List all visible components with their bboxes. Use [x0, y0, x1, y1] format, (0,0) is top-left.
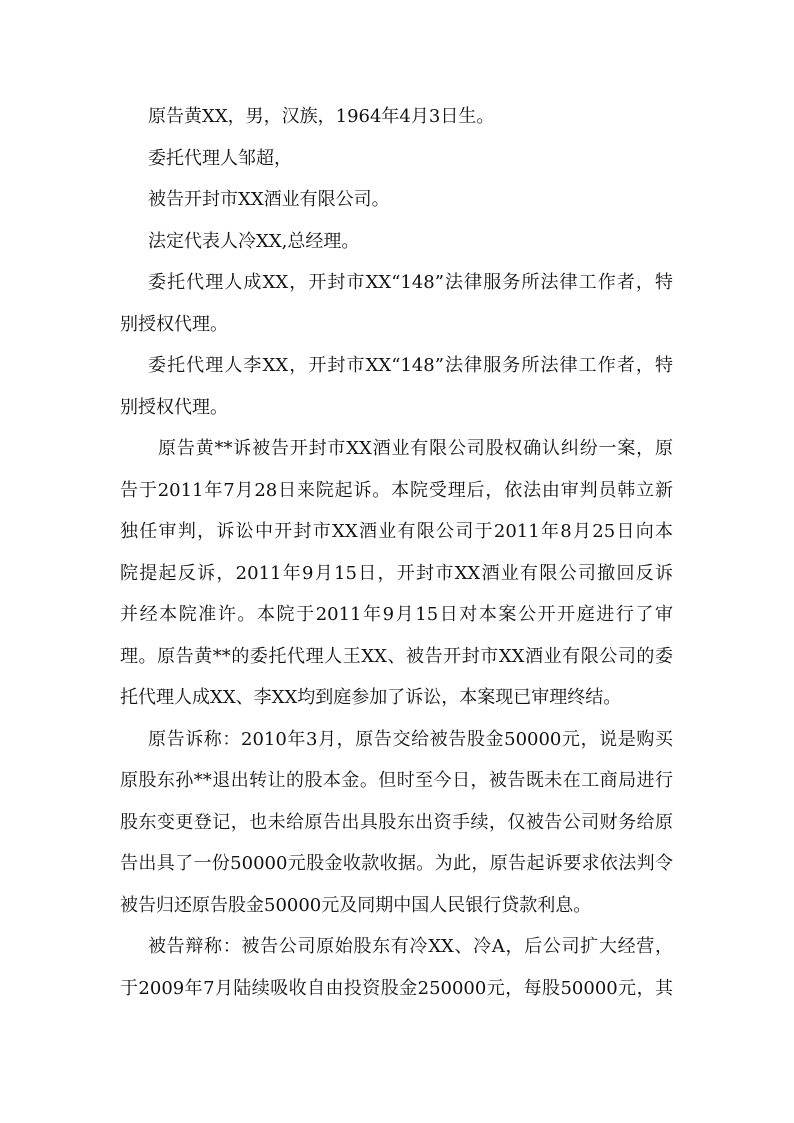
paragraph-7-line: 独任审判，诉讼中开封市XX酒业有限公司于2011年8月25日向本 — [120, 521, 673, 542]
paragraph-8-line: 被告归还原告股金50000元及同期中国人民银行贷款利息。 — [120, 894, 592, 916]
paragraph-7-line: 理。原告黄**的委托代理人王XX、被告开封市XX酒业有限公司的委 — [120, 645, 673, 667]
paragraph-7-line: 告于2011年7月28日来院起诉。本院受理后，依法由审判员韩立新 — [120, 479, 673, 501]
paragraph-8-line: 原告诉称：2010年3月，原告交给被告股金50000元，说是购买 — [148, 728, 673, 750]
paragraph-4-line: 法定代表人冷XX,总经理。 — [148, 230, 360, 252]
paragraph-8-line: 原股东孙**退出转让的股本金。但时至今日，被告既未在工商局进行 — [120, 770, 673, 791]
paragraph-8-line: 股东变更登记，也未给原告出具股东出资手续，仅被告公司财务给原 — [120, 811, 673, 833]
paragraph-1-line: 原告黄XX，男，汉族，1964年4月3日生。 — [148, 106, 495, 127]
paragraph-6-line: 别授权代理。 — [120, 396, 228, 418]
paragraph-6-line: 委托代理人李XX，开封市XX“148”法律服务所法律工作者，特 — [148, 355, 673, 376]
paragraph-8-line: 告出具了一份50000元股金收款收据。为此，原告起诉要求依法判令 — [120, 853, 673, 874]
paragraph-9-line: 于2009年7月陆续吸收自由投资股金250000元，每股50000元，其 — [120, 977, 673, 999]
paragraph-5-line: 委托代理人成XX，开封市XX“148”法律服务所法律工作者，特 — [148, 272, 673, 293]
paragraph-7-line: 院提起反诉，2011年9月15日，开封市XX酒业有限公司撤回反诉 — [120, 562, 673, 584]
paragraph-9-line: 被告辩称：被告公司原始股东有冷XX、冷A，后公司扩大经营， — [148, 936, 673, 957]
paragraph-7-line: 原告黄**诉被告开封市XX酒业有限公司股权确认纠纷一案，原 — [158, 438, 673, 459]
paragraph-3-line: 被告开封市XX酒业有限公司。 — [148, 189, 390, 210]
paragraph-2-line: 委托代理人邹超， — [148, 147, 292, 169]
paragraph-7-line: 并经本院准许。本院于2011年9月15日对本案公开开庭进行了审 — [120, 604, 673, 625]
paragraph-7-line: 托代理人成XX、李XX均到庭参加了诉讼，本案现已审理终结。 — [120, 687, 622, 708]
paragraph-5-line: 别授权代理。 — [120, 313, 228, 335]
